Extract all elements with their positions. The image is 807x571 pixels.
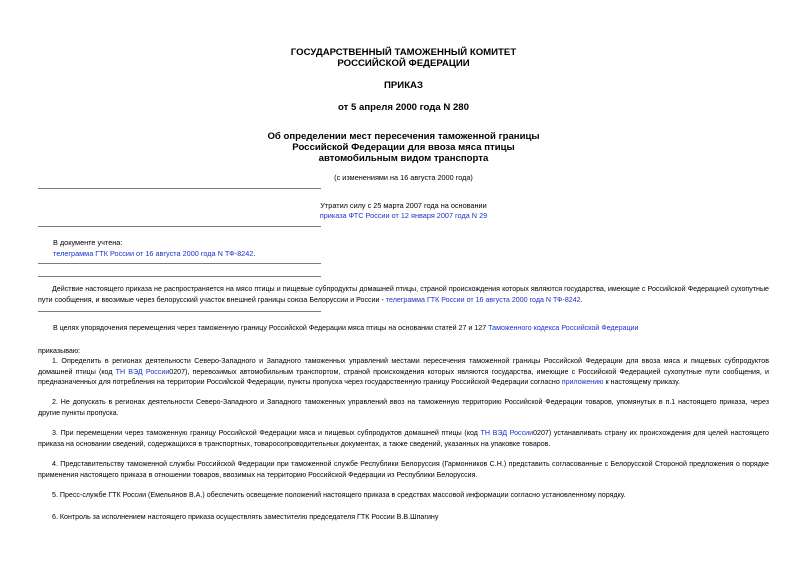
item-6: 6. Контроль за исполнением настоящего приказа осуществлять заместителю председателя ГТК России В.В.Шпагину [52, 513, 439, 521]
note-end: . [580, 295, 583, 304]
note-text: Действие настоящего приказа не распространяется на мясо птицы и пищевые субпродукты домашней птицы, страной происхождения которых являются государства, имеющие с Российской Федерацией сухопутные пути сообщения, и ввозимые через белорусский участок внешней границы союза Белоруссии и России - [38, 285, 769, 304]
doc-title-line1: Об определении мест пересечения таможенной границы [267, 131, 540, 142]
divider-1 [38, 188, 321, 189]
customs-code-link[interactable]: Таможенного кодекса Российской Федерации [488, 324, 639, 332]
item-2: 2. Не допускать в регионах деятельности Северо-Западного и Западного таможенных управлений ввоз на таможенную территорию Российской Федерации товаров, упомянутых в п.1 настоящего приказа, через другие пункты пропуска. [38, 398, 769, 417]
status-link-wrap [0, 211, 807, 221]
appendix-link[interactable]: приложению [561, 378, 604, 387]
note-paragraph [38, 284, 769, 305]
considered-end: . [253, 249, 256, 258]
considered-label: В документе учтена: [53, 238, 123, 247]
order-word: приказываю: [38, 347, 81, 355]
item-5: 5. Пресс-службе ГТК России (Емельянов В.А.) обеспечить освещение положений настоящего приказа в средствах массовой информации согласно установленному порядку. [52, 491, 626, 499]
telegram-link[interactable]: телеграмма ГТК России от 16 августа 2000 года N ТФ-8242 [53, 249, 254, 258]
item-3 [38, 428, 769, 449]
preamble-text: В целях упорядочения перемещения через таможенную границу Российской Федерации мяса птицы на основании статей 27 и 127 [53, 324, 489, 332]
divider-5 [38, 311, 321, 312]
note-telegram-link[interactable]: телеграмма ГТК России от 16 августа 2000 года N ТФ-8242 [385, 295, 581, 304]
doc-type: ПРИКАЗ [384, 80, 423, 91]
item-1-text-a: 1. Определить в регионах деятельности Северо-Западного и Западного таможенных управлений местами пересечения таможенной границы Российской Федерации для ввоза мяса и пищевых субпродуктов домашней птицы (код [38, 357, 769, 376]
doc-title-line3: автомобильным видом транспорта [318, 153, 489, 164]
org-name-line1: ГОСУДАРСТВЕННЫЙ ТАМОЖЕННЫЙ КОМИТЕТ [290, 47, 517, 58]
repeal-order-link[interactable]: приказа ФТС России от 12 января 2007 года N 29 [319, 211, 488, 220]
org-name-line2: РОССИЙСКОЙ ФЕДЕРАЦИИ [337, 58, 470, 69]
divider-2 [38, 226, 321, 227]
tn-ved-link-2[interactable]: ТН ВЭД России [480, 429, 534, 437]
item-1-text-b: 0207), перевозимых автомобильным транспортом, страной происхождения которых являются государства, имеющие с Российской Федерацией сухопутные пути сообщения, и предназначенных для потребления на территории Российской Федерации, пункты пропуска через государственную границу Российской Федерации согласно [38, 367, 769, 387]
item-3-text-b: 0207) устанавливать страну их происхождения для целей настоящего приказа на основании сведений, содержащихся в транспортных, товаросопроводительных документах, а также сведений, указанных на упаковке товаров. [38, 429, 769, 448]
divider-3 [38, 263, 321, 264]
status-text: Утратил силу с 25 марта 2007 года на основании [320, 201, 487, 210]
item-1 [38, 356, 769, 388]
considered-link-wrap [53, 249, 255, 259]
preamble-paragraph [53, 323, 769, 334]
item-3-text-a: 3. При перемещении через таможенную границу Российской Федерации мяса и пищевых субпродуктов домашней птицы (код [52, 429, 481, 437]
doc-title-line2: Российской Федерации для ввоза мяса птицы [292, 142, 515, 153]
item-1-text-c: к настоящему приказу. [603, 378, 680, 387]
divider-4 [38, 276, 321, 277]
doc-date-number: от 5 апреля 2000 года N 280 [338, 102, 469, 113]
tn-ved-link-1[interactable]: ТН ВЭД России [115, 367, 170, 376]
item-4: 4. Представительству таможенной службы Российской Федерации при таможенной службе Республики Белоруссия (Гармонников С.Н.) представить согласованные с Белорусской Стороной предложения о порядке применения настоящего приказа в отношении товаров, ввозимых на территорию Российской Федерации из Республики Белоруссия. [38, 460, 769, 479]
amendments-note: (с изменениями на 16 августа 2000 года) [334, 173, 473, 182]
